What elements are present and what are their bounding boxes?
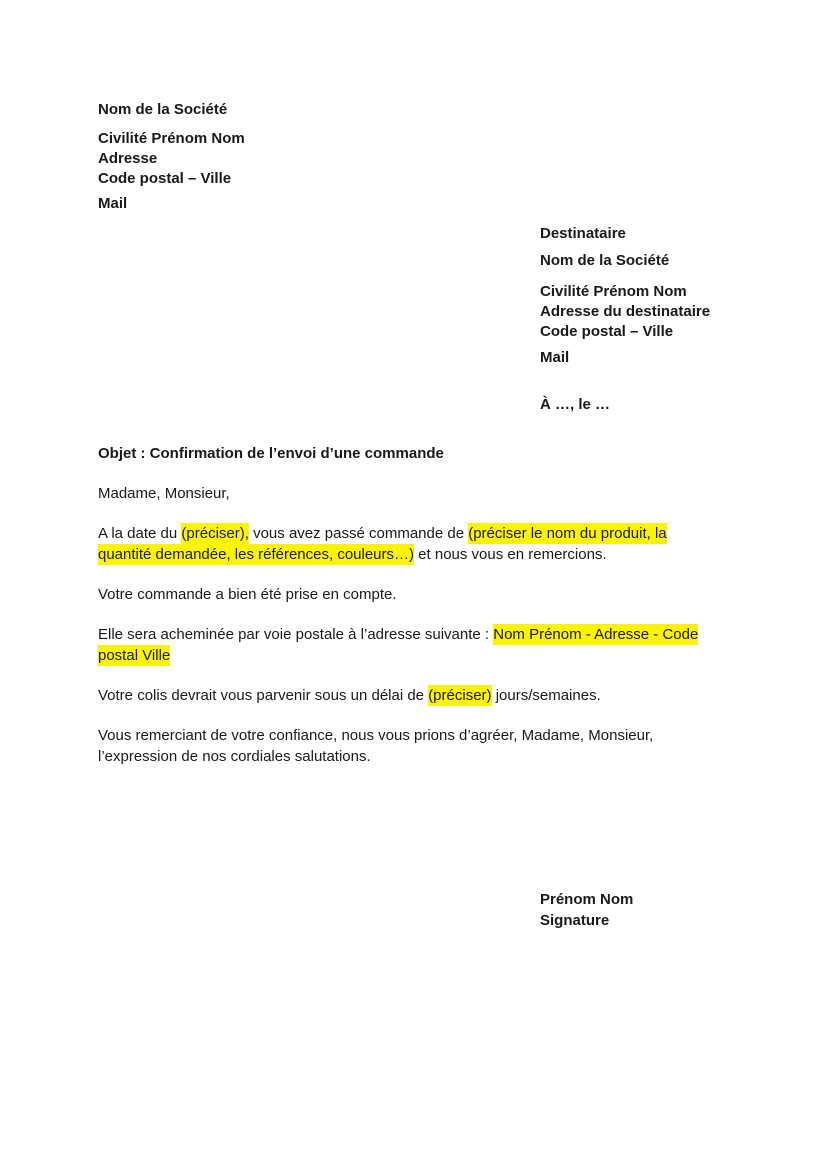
date-line: À …, le … xyxy=(540,396,611,413)
recipient-address: Adresse du destinataire xyxy=(540,303,711,320)
recipient-company: Nom de la Société xyxy=(540,252,670,269)
letter-body xyxy=(98,443,758,786)
paragraph-order-placed: A la date du (préciser), vous avez passé commande de (préciser le nom du produit, la quantité demandée, les références, couleurs…) et nous vous en remercions. xyxy=(98,525,667,563)
recipient-contact xyxy=(540,282,710,342)
recipient-name: Civilité Prénom Nom xyxy=(540,283,687,300)
paragraph-delivery-delay: Votre colis devrait vous parvenir sous un délai de (préciser) jours/semaines. xyxy=(98,687,601,704)
highlighted-placeholder: postal Ville xyxy=(98,647,171,664)
highlighted-placeholder: (préciser) xyxy=(428,687,492,704)
sender-city: Code postal – Ville xyxy=(98,170,232,187)
sender-mail: Mail xyxy=(98,195,128,212)
sender-company: Nom de la Société xyxy=(98,101,228,118)
signature-name: Prénom Nom xyxy=(540,891,634,908)
signature-block xyxy=(540,889,633,931)
sender-contact xyxy=(98,129,245,189)
highlighted-placeholder: Nom Prénom - Adresse - Code xyxy=(493,626,699,643)
sender-name: Civilité Prénom Nom xyxy=(98,130,245,147)
recipient-heading: Destinataire xyxy=(540,225,626,242)
sender-address: Adresse xyxy=(98,150,158,167)
recipient-mail: Mail xyxy=(540,349,570,366)
salutation: Madame, Monsieur, xyxy=(98,485,230,502)
signature-label: Signature xyxy=(540,912,610,929)
paragraph-closing: Vous remerciant de votre confiance, nous vous prions d’agréer, Madame, Monsieur, l’expression de nos cordiales salutations. xyxy=(98,727,654,765)
sender-block xyxy=(98,100,245,219)
highlighted-placeholder: (préciser le nom du produit, la xyxy=(468,525,667,542)
paragraph-order-confirmed: Votre commande a bien été prise en compte. xyxy=(98,586,397,603)
paragraph-shipping-address: Elle sera acheminée par voie postale à l’adresse suivante : Nom Prénom - Adresse - Code postal Ville xyxy=(98,626,699,664)
recipient-city: Code postal – Ville xyxy=(540,323,674,340)
subject-line: Objet : Confirmation de l’envoi d’une commande xyxy=(98,445,444,462)
highlighted-placeholder: (préciser), xyxy=(181,525,249,542)
recipient-block xyxy=(540,224,710,415)
highlighted-placeholder: quantité demandée, les références, couleurs…) xyxy=(98,546,415,563)
